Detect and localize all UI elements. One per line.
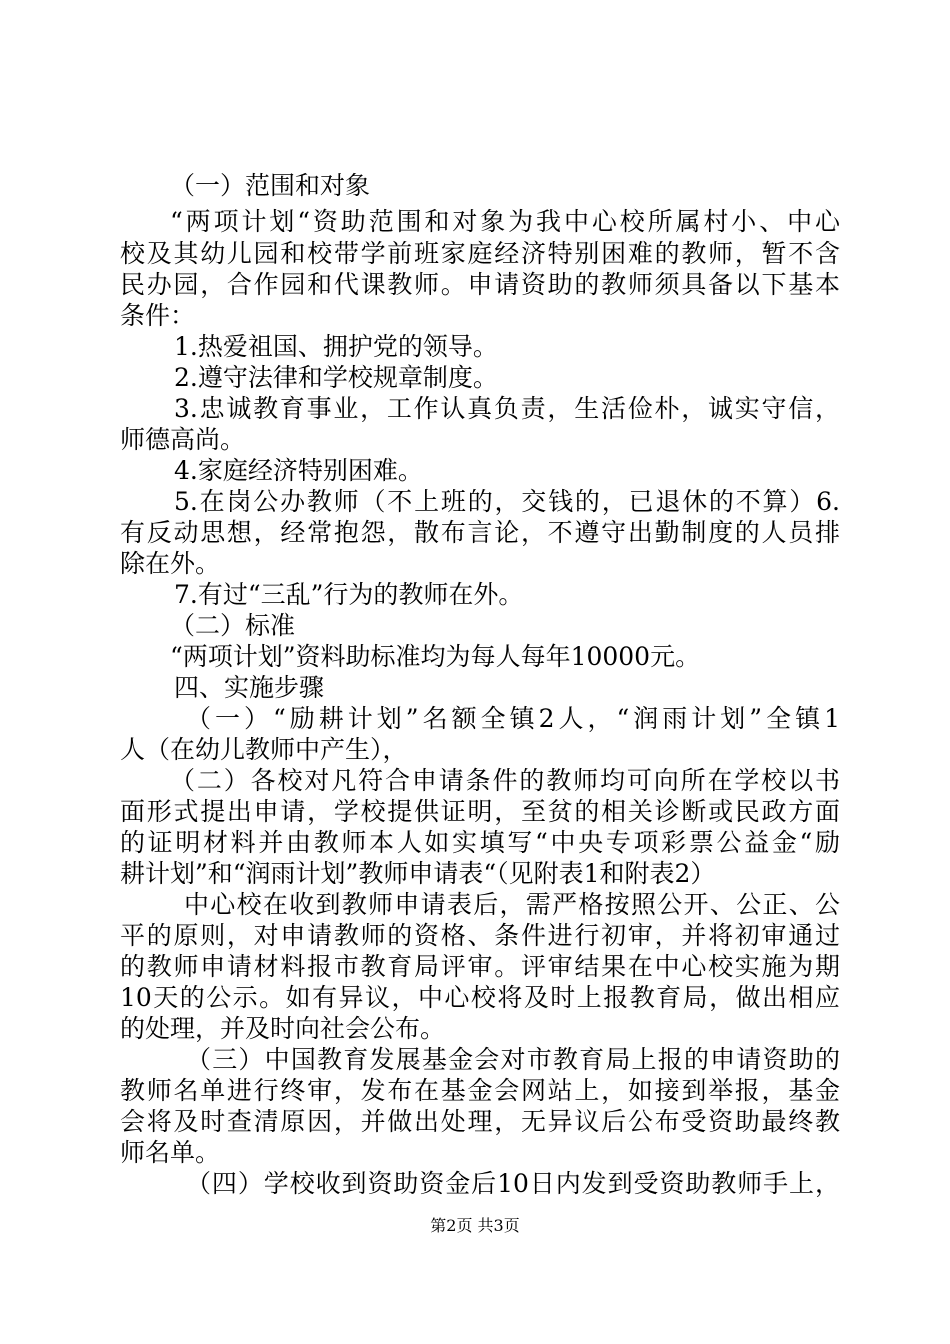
page-footer: 第2页 共3页 <box>430 1216 520 1235</box>
paragraph-line: 校及其幼儿园和校带学前班家庭经济特别困难的教师，暂不含 <box>120 239 840 268</box>
paragraph-line: （一）“励耕计划”名额全镇2人，“润雨计划”全镇1 <box>186 704 840 733</box>
paragraph-line: 师名单。 <box>120 1138 221 1167</box>
paragraph-line: 教师名单进行终审，发布在基金会网站上，如接到举报，基金 <box>120 1076 840 1105</box>
list-item-continuation: 有反动思想，经常抱怨，散布言论，不遵守出勤制度的人员排 <box>120 518 840 547</box>
list-item: 1.热爱祖国、拥护党的领导。 <box>174 332 498 361</box>
paragraph-line: （二）各校对凡符合申请条件的教师均可向所在学校以书 <box>170 766 840 795</box>
paragraph-line: 的证明材料并由教师本人如实填写“中央专项彩票公益金“励 <box>120 828 840 857</box>
list-item-continuation: 除在外。 <box>120 549 221 578</box>
section-heading: （二）标准 <box>170 611 296 640</box>
paragraph-line: 耕计划”和“润雨计划”教师申请表“（见附表1和附表2） <box>120 859 716 888</box>
list-item: 7.有过“三乱”行为的教师在外。 <box>174 580 524 609</box>
list-item: 5.在岗公办教师（不上班的，交钱的，已退休的不算）6. <box>174 487 840 516</box>
paragraph-line: “两项计划”资料助标准均为每人每年10000元。 <box>170 642 701 671</box>
paragraph-line: 10天的公示。如有异议，中心校将及时上报教育局，做出相应 <box>120 983 840 1012</box>
paragraph-line: 的处理，并及时向社会公布。 <box>120 1014 446 1043</box>
paragraph-line: （四）学校收到资助资金后10日内发到受资助教师手上， <box>186 1169 840 1198</box>
section-heading: 四、实施步骤 <box>174 673 325 702</box>
paragraph-line: 民办园，合作园和代课教师。申请资助的教师须具备以下基本 <box>120 270 840 299</box>
paragraph-line: （三）中国教育发展基金会对市教育局上报的申请资助的 <box>186 1045 840 1074</box>
paragraph-line: 中心校在收到教师申请表后，需严格按照公开、公正、公 <box>184 890 840 919</box>
list-item-continuation: 师德高尚。 <box>120 425 246 454</box>
paragraph-line: 平的原则，对申请教师的资格、条件进行初审，并将初审通过 <box>120 921 840 950</box>
paragraph-line: “两项计划“资助范围和对象为我中心校所属村小、中心 <box>170 207 840 236</box>
list-item: 2.遵守法律和学校规章制度。 <box>174 363 498 392</box>
paragraph-line: 条件： <box>120 301 196 330</box>
paragraph-line: 会将及时查清原因，并做出处理，无异议后公布受资助最终教 <box>120 1107 840 1136</box>
paragraph-line: 的教师申请材料报市教育局评审。评审结果在中心校实施为期 <box>120 952 840 981</box>
paragraph-line: 面形式提出申请，学校提供证明，至贫的相关诊断或民政方面 <box>120 797 840 826</box>
list-item: 3.忠诚教育事业，工作认真负责，生活俭朴，诚实守信， <box>174 394 840 423</box>
paragraph-line: 人（在幼儿教师中产生）， <box>120 735 408 764</box>
section-heading: （一）范围和对象 <box>170 171 371 200</box>
list-item: 4.家庭经济特别困难。 <box>174 456 423 485</box>
